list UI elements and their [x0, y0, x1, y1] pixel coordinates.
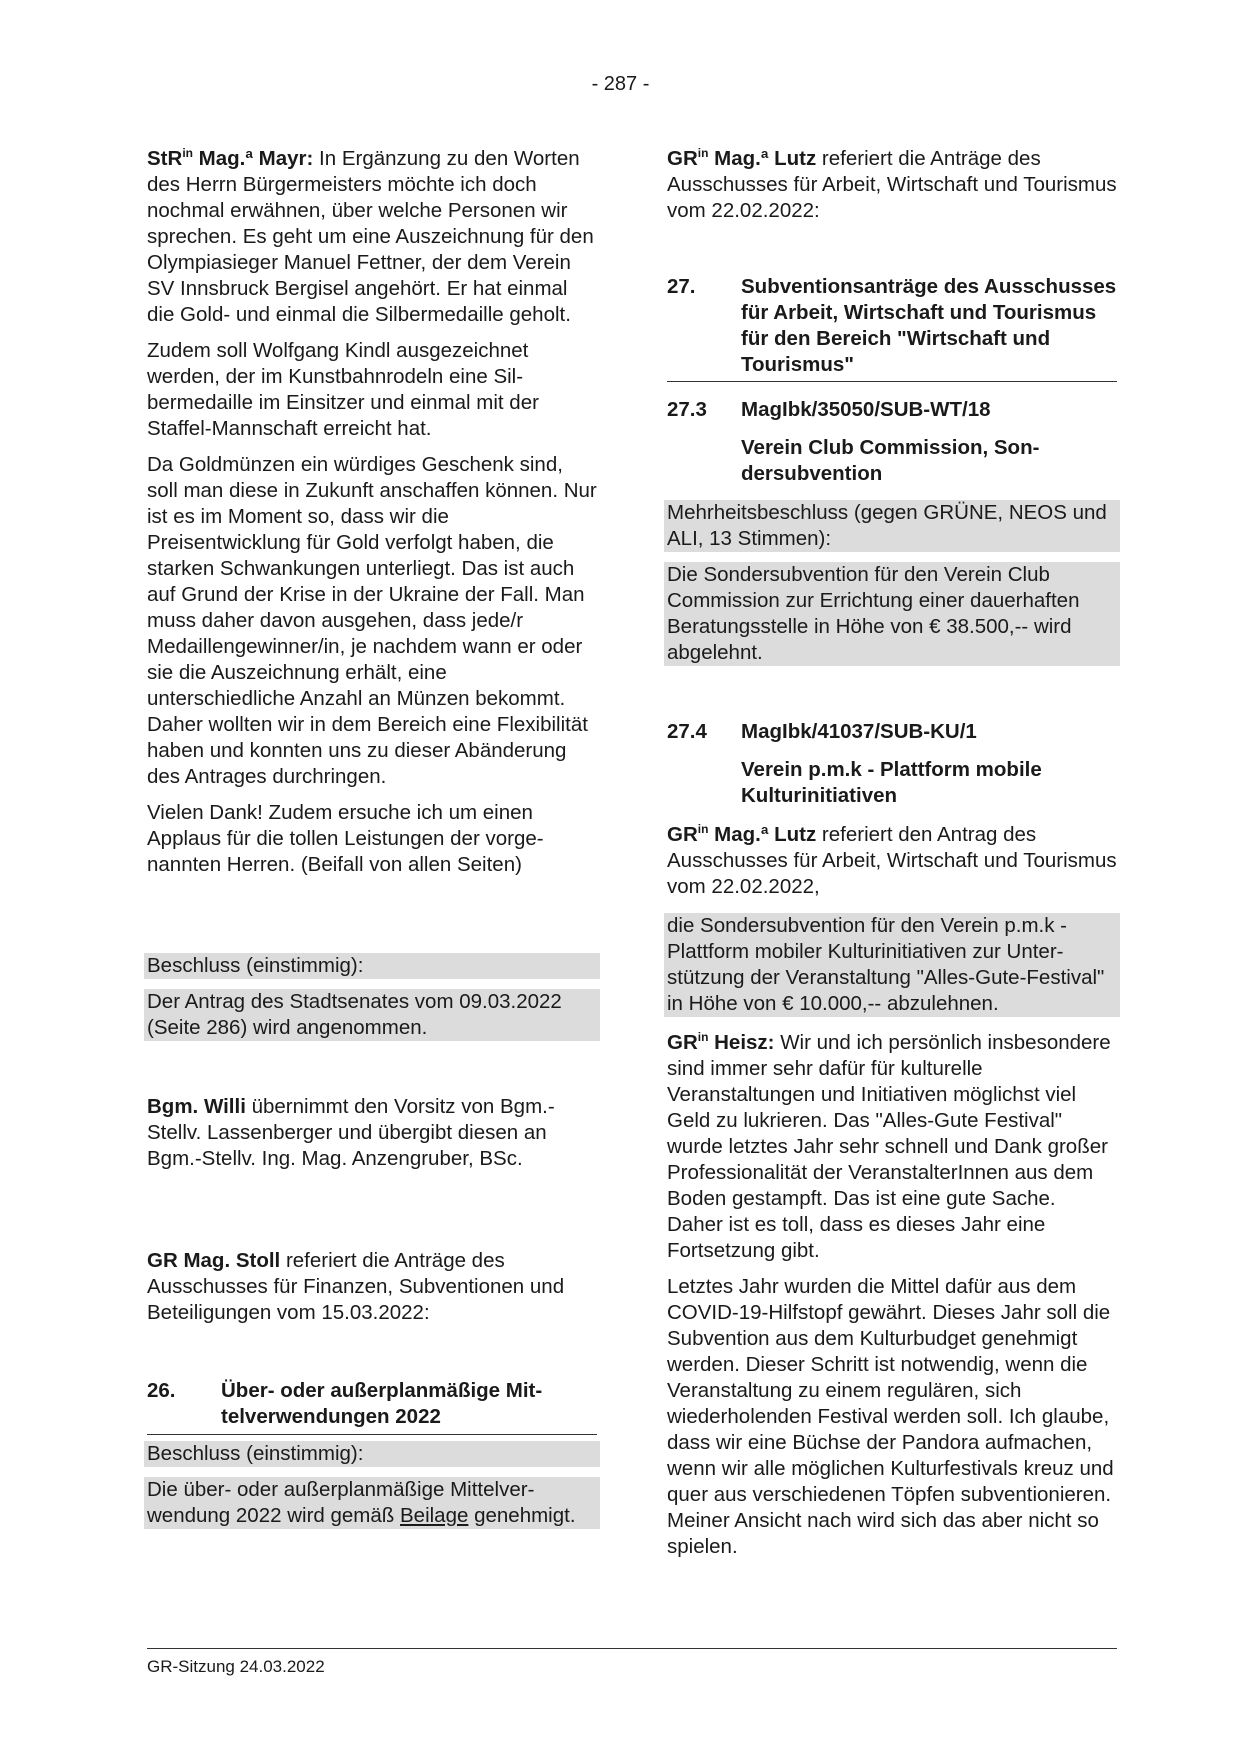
paragraph: $GR^{in}$ Mag.ª Lutz referiert die Anträge des Ausschusses für Arbeit, Wirtschaft und Tourismus vom 22.02.2022: [667, 146, 1117, 222]
agenda-heading-27 [667, 274, 1117, 382]
paragraph: Bgm. Willi übernimmt den Vorsitz von Bgm.-Stellv. Lassenberger und übergibt diesen an Bgm.-Stellv. Ing. Mag. Anzengruber, BSc. [147, 1095, 555, 1170]
report-lutz-2 [667, 822, 1117, 900]
page-number: - 287 - [591, 73, 650, 95]
chair-change-note [147, 1094, 597, 1172]
decision-text: Die über- oder außerplanmäßige Mittelverwendung 2022 wird gemäß Beilage genehmigt. [147, 1478, 576, 1527]
agenda-title: Über- oder außerplanmäßige Mittelverwendungen 2022 [221, 1379, 543, 1428]
agenda-title: Verein p.m.k - Plattform mobile Kulturinitiativen [741, 758, 1042, 807]
agenda-title: Verein Club Commission, Sondersubvention [741, 436, 1040, 485]
paragraph: StR$^{in}$ Mag.ª Mayr: In Ergänzung zu den Worten des Herrn Bürgermeisters möchte ich doch nochmal erwähnen, über welche Personen wir sprechen. Es geht um eine Auszeichnung für den Olympiasieger Manuel Fettner, der dem Verein SV Innsbruck Bergisel angehört. Er hat einmal die Gold- und einmal die Silbermedaille geholt. [147, 146, 594, 326]
decision-text: Die Sondersubvention für den Verein Club Commission zur Errichtung einer dauerhaften Beratungsstelle in Höhe von € 38.500,-- wird abgelehnt. [667, 563, 1080, 664]
report-stoll [147, 1248, 597, 1326]
file-code: MagIbk/41037/SUB-KU/1 [741, 720, 977, 743]
agenda-heading-27-4 [667, 719, 1117, 809]
file-code: MagIbk/35050/SUB-WT/18 [741, 398, 991, 421]
agenda-number: 26. [147, 1379, 176, 1402]
decision-label: Mehrheitsbeschluss (gegen GRÜNE, NEOS und ALI, 13 Stimmen): [667, 501, 1107, 550]
decision-label: Beschluss (einstimmig): [147, 1442, 364, 1465]
paragraph: Da Goldmünzen ein würdiges Geschenk sind, soll man diese in Zukunft anschaffen können. Nur ist es im Moment so, dass wir die Preisentwicklung für Gold verfolgt haben, die starken Schwankungen unterliegt. Das ist auch auf Grund der Krise in der Ukraine der Fall. Man muss daher davon ausgehen, dass jede/r Medaillengewinner/in, je nachdem wann er oder sie die Auszeichnung erhält, eine unterschiedliche Anzahl an Münzen bekommt. Daher wollten wir in dem Bereich eine Flexibilität haben und konnten uns zu dieser Abänderung des Antrages durchringen. [147, 453, 597, 788]
motion-text: die Sondersubvention für den Verein p.m.k - Plattform mobiler Kulturinitiativen zur Unterstützung der Veranstaltung "Alles-Gute-Festival" in Höhe von € 10.000,-- abzulehnen. [667, 914, 1105, 1015]
agenda-heading-26 [147, 1378, 597, 1435]
attachment-link[interactable]: Beilage [400, 1504, 469, 1527]
paragraph: GR Mag. Stoll referiert die Anträge des Ausschusses für Finanzen, Subventionen und Beteiligungen vom 15.03.2022: [147, 1249, 565, 1324]
speaker-name: $GR^{in}$ Mag.ª Lutz [667, 822, 817, 846]
paragraph: Zudem soll Wolfgang Kindl ausgezeichnet werden, der im Kunstbahnrodeln eine Silbermedaille im Einsitzer und einmal mit der Staffel-Mannschaft erreicht hat. [147, 339, 539, 440]
speaker-name: StR$^{in}$ Mag.ª Mayr: [147, 146, 314, 170]
speech-mayr [147, 146, 597, 878]
decision-box [144, 953, 600, 1041]
report-lutz [667, 146, 1117, 224]
decision-text: Der Antrag des Stadtsenates vom 09.03.2022 (Seite 286) wird angenommen. [147, 990, 562, 1039]
agenda-number: 27.3 [667, 398, 707, 421]
paragraph: Vielen Dank! Zudem ersuche ich um einen Applaus für die tollen Leistungen der vorgenannten Herren. (Beifall von allen Seiten) [147, 801, 544, 876]
speaker-name: $GR^{in}$ Mag.ª Lutz [667, 146, 817, 170]
agenda-number: 27.4 [667, 720, 707, 743]
paragraph: $GR^{in}$ Mag.ª Lutz referiert den Antrag des Ausschusses für Arbeit, Wirtschaft und Tourismus vom 22.02.2022, [667, 822, 1117, 898]
footer-divider [147, 1648, 1117, 1649]
paragraph: $GR^{in}$ Heisz: Wir und ich persönlich insbesondere sind immer sehr dafür für kulturelle Veranstaltungen und Initiativen möglichst viel Geld zu lukrieren. Das "Alles-Gute Festival" wurde letztes Jahr sehr schnell und Dank großer Professionalität der VeranstalterInnen aus dem Boden gestampft. Das ist eine gute Sache. Daher ist es toll, dass es dieses Jahr eine Fortsetzung gibt. [667, 1030, 1111, 1262]
decision-box [144, 1441, 600, 1529]
motion-box [664, 913, 1120, 1017]
paragraph: Letztes Jahr wurden die Mittel dafür aus dem COVID-19-Hilfstopf gewährt. Dieses Jahr soll die Subvention aus dem Kulturbudget genehmigt werden. Dieser Schritt ist notwendig, wenn die Veranstaltung zu einem regulären, sich wiederholenden Festival werden soll. Ich glaube, dass wir eine Büchse der Pandora aufmachen, wenn wir alle möglichen Kulturfestivals kreuz und quer aus verschiedenen Töpfen subventionieren. Meiner Ansicht nach wird sich das aber nicht so spielen. [667, 1275, 1114, 1558]
agenda-heading-27-3 [667, 397, 1117, 487]
agenda-number: 27. [667, 275, 696, 298]
footer-session-date: GR-Sitzung 24.03.2022 [147, 1657, 325, 1676]
speaker-name: Bgm. Willi [147, 1095, 246, 1118]
agenda-title: Subventionsanträge des Ausschusses für Arbeit, Wirtschaft und Tourismus für den Bereich "Wirtschaft und Tourismus" [741, 275, 1117, 376]
speaker-name: GR Mag. Stoll [147, 1249, 281, 1272]
speech-heisz [667, 1030, 1117, 1560]
decision-box [664, 500, 1120, 666]
decision-label: Beschluss (einstimmig): [147, 954, 364, 977]
speaker-name: $GR^{in}$ Heisz: [667, 1030, 775, 1054]
